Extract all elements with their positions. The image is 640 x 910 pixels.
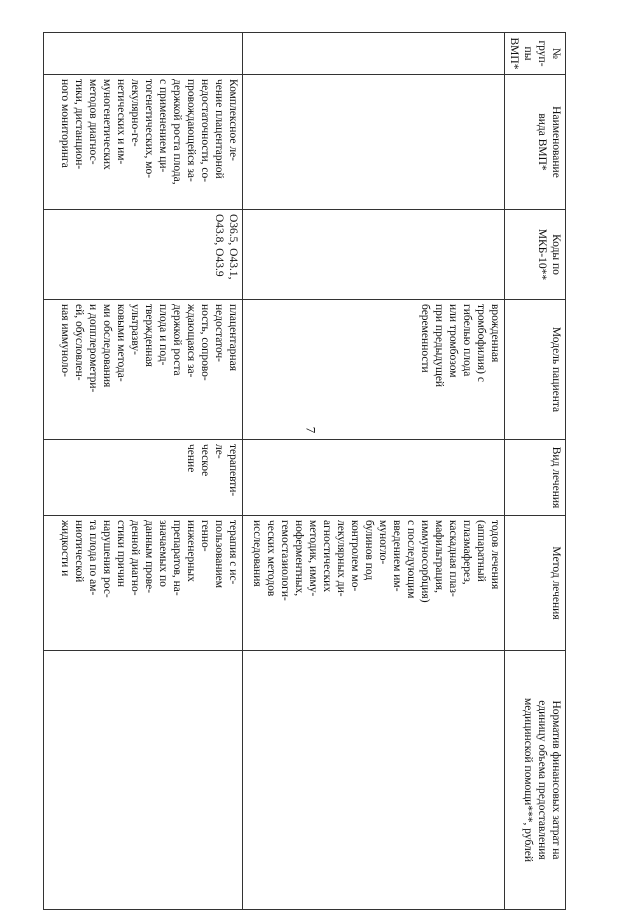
cell-cost-norm: [44, 651, 243, 910]
cell-group: [243, 33, 505, 75]
cell-vmp-name: Комплексное ле- чение плацентарной недостаточности, со- провождающейся за- держкой роста плода, с применением ци- тогенетических, мо- лекулярно-ге- нетических и им- муногенетических методов диагнос- тики, дистанцион- ного мониторинга: [44, 75, 243, 210]
cell-treatment-method: тодов лечения (аппаратный плазмаферез, каскадная плаз- мафильтрация, иммуносорбция) с последующим введением им- муногло- булинов под контролем мо- лекулярных ди- агностических методик, имму- ноферментных, гемостазиологи- ческих методов исследования: [243, 516, 505, 651]
header-patient-model: Модель пациента: [505, 300, 566, 440]
header-cost-norm: Норматив финансовых затрат на единицу объема предоставления медицинской помощи***, рублей: [505, 651, 566, 910]
cell-group: [44, 33, 243, 75]
cell-icd-codes: [243, 210, 505, 300]
table-row: [243, 33, 505, 910]
header-group-number: № груп- пы ВМП*: [505, 33, 566, 75]
cell-cost-norm: [243, 651, 505, 910]
header-treatment-method: Метод лечения: [505, 516, 566, 651]
header-vmp-name: Наименование вида ВМП*: [505, 75, 566, 210]
page-number: 7: [303, 426, 319, 434]
cell-vmp-name: [243, 75, 505, 210]
rotated-page-content: [43, 32, 566, 909]
cell-treatment-type: [243, 440, 505, 516]
table-header-row: [505, 33, 566, 910]
header-treatment-type: Вид лечения: [505, 440, 566, 516]
cell-patient-model: врожденная тромбофилия) с гибелью плода или тромбозом при предыдущей беременности: [243, 300, 505, 440]
header-icd-codes: Коды по МКБ-10**: [505, 210, 566, 300]
cell-icd-codes: O36.5, O43.1, O43.8, O43.9: [44, 210, 243, 300]
cell-treatment-method: терапия с ис- пользованием генно- инженерных препаратов, на- значаемых по данным прове- денной диагно- стики причин нарушения рос- та плода по ам- ниотической жидкости и: [44, 516, 243, 651]
vmp-table: [43, 32, 566, 910]
cell-patient-model: плацентарная недостаточ- ность, сопрово- ждающаяся за- держкой роста плода и под- твержденная ультразву- ковыми метода- ми обследования и допплерометри- ей, обусловлен- ная иммуноло-: [44, 300, 243, 440]
cell-treatment-type: терапевти- ле- ческое чение: [44, 440, 243, 516]
table-row: [44, 33, 243, 910]
